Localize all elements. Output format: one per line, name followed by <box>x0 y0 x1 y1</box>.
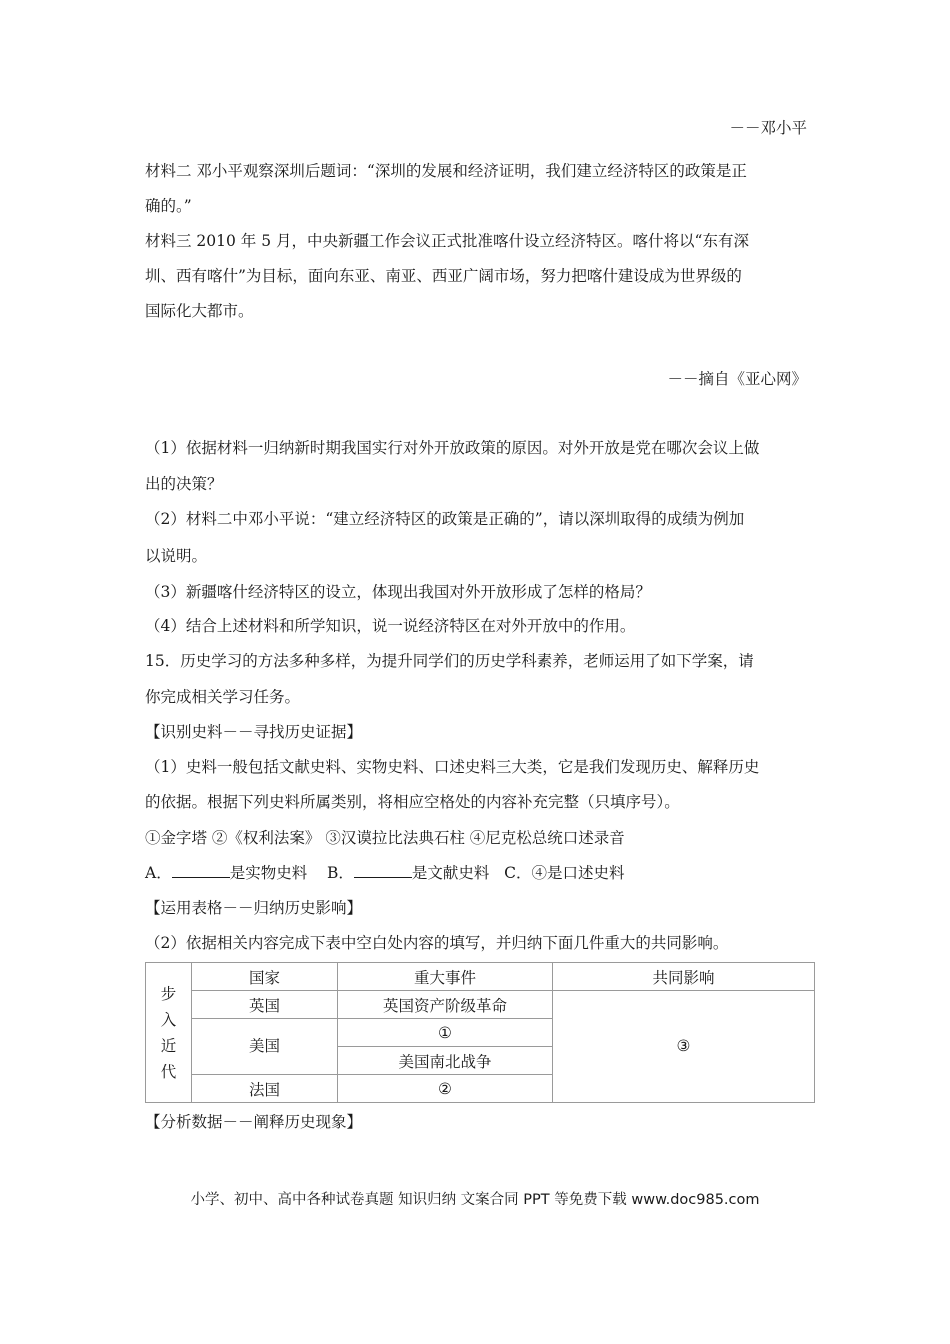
q14-part1-line2: 出的决策？ <box>145 475 223 493</box>
event-uk: 英国资产阶级革命 <box>338 991 553 1019</box>
q15-part1-line1: （1）史料一般包括文献史料、实物史料、口述史料三大类，它是我们发现历史、解释历史 <box>145 758 760 776</box>
q14-part2-line1: （2）材料二中邓小平说：“建立经济特区的政策是正确的”，请以深圳取得的成绩为例加 <box>145 510 745 528</box>
q14-part4: （4）结合上述材料和所学知识，说一说经济特区在对外开放中的作用。 <box>145 617 636 635</box>
material2-line1: 材料二 邓小平观察深圳后题词：“深圳的发展和经济证明，我们建立经济特区的政策是正 <box>145 162 747 180</box>
country-uk: 英国 <box>192 991 338 1019</box>
option-b-prefix: B． <box>326 864 354 882</box>
q15-part1-line2: 的依据。根据下列史料所属类别，将相应空格处的内容补充完整（只填序号）。 <box>145 793 680 811</box>
material3-source: －－摘自《亚心网》 <box>667 370 807 388</box>
footer-text: 小学、初中、高中各种试卷真题 知识归纳 文案合同 PPT 等免费下载 www.doc985.com <box>190 1192 760 1208</box>
step-char: 近 <box>160 1036 177 1055</box>
events-table <box>145 962 815 1103</box>
header-country: 国家 <box>192 963 338 991</box>
header-event: 重大事件 <box>338 963 553 991</box>
country-france: 法国 <box>192 1075 338 1103</box>
event-us-blank[interactable]: ① <box>338 1019 553 1047</box>
step-char: 步 <box>160 984 177 1003</box>
q15-part2: （2）依据相关内容完成下表中空白处内容的填写，并归纳下面几件重大的共同影响。 <box>145 934 729 952</box>
event-france-blank[interactable]: ② <box>338 1075 553 1103</box>
top-attribution: －－邓小平 <box>729 119 807 137</box>
option-a-blank[interactable] <box>172 863 230 878</box>
q15-intro-line2: 你完成相关学习任务。 <box>145 688 301 706</box>
section-data-analysis: 【分析数据－－阐释历史现象】 <box>145 1113 363 1131</box>
step-char: 代 <box>160 1062 177 1081</box>
impact-blank[interactable] <box>553 991 815 1103</box>
step-char: 入 <box>160 1010 177 1029</box>
q14-part3: （3）新疆喀什经济特区的设立，体现出我国对外开放形成了怎样的格局？ <box>145 583 651 601</box>
material3-line3: 国际化大都市。 <box>145 302 254 320</box>
sources-list: ①金字塔 ②《权利法案》 ③汉谟拉比法典石柱 ④尼克松总统口述录音 <box>145 829 625 847</box>
step-into-modern-cell <box>146 963 192 1103</box>
section-identify-sources: 【识别史料－－寻找历史证据】 <box>145 723 363 741</box>
option-a-prefix: A． <box>145 864 172 882</box>
material3-line1: 材料三 2010 年 5 月，中央新疆工作会议正式批准喀什设立经济特区。喀什将以“东有深 <box>145 232 749 250</box>
option-b-suffix: 是文献史料 <box>411 864 490 882</box>
section-table-analysis: 【运用表格－－归纳历史影响】 <box>145 899 363 917</box>
table-row <box>146 963 815 991</box>
q14-part1-line1: （1）依据材料一归纳新时期我国实行对外开放政策的原因。对外开放是党在哪次会议上做 <box>145 439 760 457</box>
header-impact: 共同影响 <box>553 963 815 991</box>
table-row <box>146 991 815 1019</box>
options-line <box>145 862 807 884</box>
option-b-blank[interactable] <box>354 863 412 878</box>
material3-line2: 圳、西有喀什”为目标，面向东亚、南亚、西亚广阔市场，努力把喀什建设成为世界级的 <box>145 267 742 285</box>
option-c: C．④是口述史料 <box>504 864 625 882</box>
event-us-civil-war: 美国南北战争 <box>338 1047 553 1075</box>
q15-intro-line1: 15．历史学习的方法多种多样，为提升同学们的历史学科素养，老师运用了如下学案，请 <box>145 652 754 670</box>
option-a-suffix: 是实物史料 <box>229 864 308 882</box>
q14-part2-line2: 以说明。 <box>145 547 208 565</box>
country-us <box>192 1019 338 1075</box>
country-us-label: 美国 <box>248 1037 280 1055</box>
material2-line2: 确的。” <box>145 197 192 215</box>
impact-blank-label: ③ <box>676 1037 691 1055</box>
